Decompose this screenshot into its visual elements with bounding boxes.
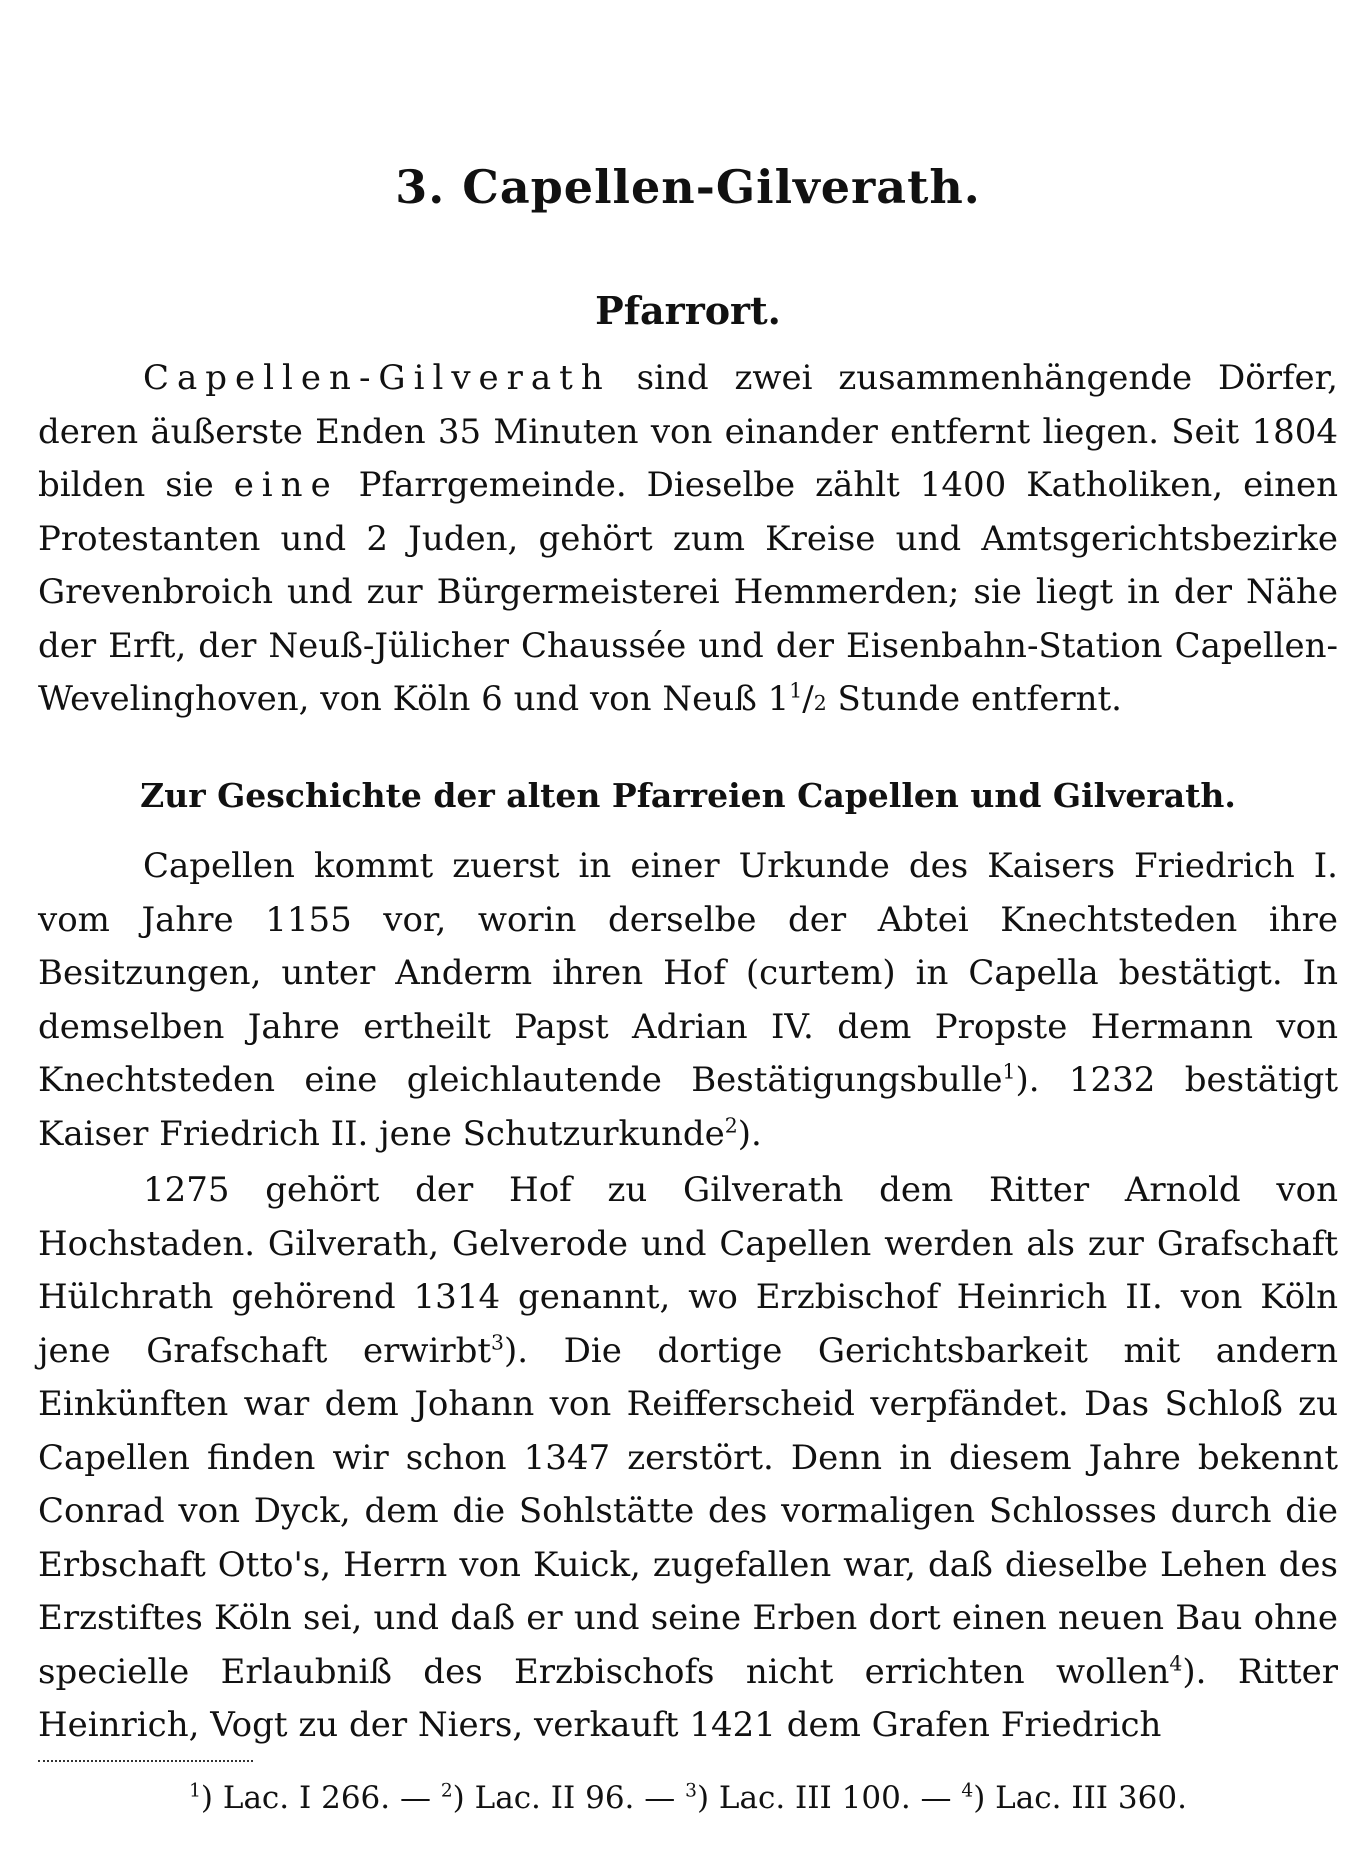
footnote-number-4: 4 <box>961 1780 974 1802</box>
paragraph-text: ). <box>737 1113 762 1154</box>
footnote-divider <box>38 1760 253 1762</box>
footnote-text-2: ) Lac. II 96. — <box>452 1780 686 1816</box>
section-title-pfarrort: Pfarrort. <box>595 288 781 333</box>
footnote-number-1: 1 <box>189 1780 201 1802</box>
fraction-slash: / <box>802 679 814 719</box>
paragraph-pfarrort <box>38 352 1338 731</box>
paragraph-text: ). Ritter Heinrich, Vogt zu der Niers, verkauft 1421 dem Grafen Friedrich <box>38 1651 1338 1745</box>
place-name-spaced: Capellen-Gilverath <box>143 358 611 398</box>
section-title-geschichte: Zur Geschichte der alten Pfarreien Capellen und Gilverath. <box>140 776 1236 815</box>
footnote-ref-1: 1 <box>1002 1059 1016 1084</box>
paragraph-text: Capellen kommt zuerst in einer Urkunde des Kaisers Friedrich I. vom Jahre 1155 vor, worin derselbe der Abtei Knechtsteden ihre Besitzungen, unter Anderm ihren Hof (curtem) in Capella bestätigt. In demselben Jahre ertheilt Papst Adrian IV. dem Propste Hermann von Knechtsteden eine gleichlautende Bestätigungsbulle <box>38 846 1338 1100</box>
paragraph-text: ). 1232 bestätigt Kaiser Friedrich II. jene Schutzurkunde <box>38 1060 1338 1154</box>
footnotes <box>38 1778 1338 1818</box>
footnote-number-3: 3 <box>685 1780 697 1802</box>
paragraph-capellen <box>38 840 1338 1161</box>
footnote-text-1: ) Lac. I 266. — <box>200 1780 441 1816</box>
paragraph-text: 1275 gehört der Hof zu Gilverath dem Ritter Arnold von Hochstaden. Gilverath, Gelverode und Capellen werden als zur Grafschaft Hülchrath gehörend 1314 genannt, wo Erzbischof Heinrich II. von Köln jene Grafschaft erwirbt <box>38 1170 1338 1371</box>
paragraph-text: ). Die dortige Gerichtsbarkeit mit andern Einkünften war dem Johann von Reifferscheid verpfändet. Das Schloß zu Capellen finden wir schon 1347 zerstört. Denn in diesem Jahre bekennt Conrad von Dyck, dem die Sohlstätte des vormaligen Schlosses durch die Erbschaft Otto's, Herrn von Kuick, zugefallen war, daß dieselbe Lehen des Erzstiftes Köln sei, und daß er und seine Erben dort einen neuen Bau ohne specielle Erlaubniß des Erzbischofs nicht errichten wollen <box>38 1330 1338 1692</box>
paragraph-gilverath <box>38 1164 1338 1753</box>
footnote-ref-3: 3 <box>491 1330 504 1355</box>
fraction-numerator: 1 <box>789 678 803 703</box>
paragraph-text: sind zwei zusammenhängende Dörfer, deren äußerste Enden 35 Minuten von einander entfernt liegen. Seit 1804 bilden sie <box>38 358 1338 505</box>
footnote-ref-4: 4 <box>1169 1651 1183 1676</box>
emphasis-eine: eine <box>233 465 339 505</box>
paragraph-text: Pfarrgemeinde. Dieselbe zählt 1400 Katholiken, einen Protestanten und 2 Juden, gehört zum Kreise und Amtsgerichtsbezirke Grevenbroich und zur Bürgermeisterei Hemmerden; sie liegt in der Nähe der Erft, der Neuß-Jülicher Chaussée und der Eisenbahn-Station Capellen-Wevelinghoven, von Köln 6 und von Neuß 1 <box>38 465 1338 719</box>
book-page <box>38 0 1338 1866</box>
paragraph-text: Stunde entfernt. <box>826 679 1122 719</box>
footnote-text-3: ) Lac. III 100. — <box>696 1780 962 1816</box>
footnote-ref-2: 2 <box>724 1113 738 1138</box>
chapter-title: 3. Capellen-Gilverath. <box>395 160 981 214</box>
footnote-number-2: 2 <box>440 1780 453 1802</box>
fraction-denominator: 2 <box>813 691 827 715</box>
footnote-text-4: ) Lac. III 360. <box>973 1780 1187 1816</box>
